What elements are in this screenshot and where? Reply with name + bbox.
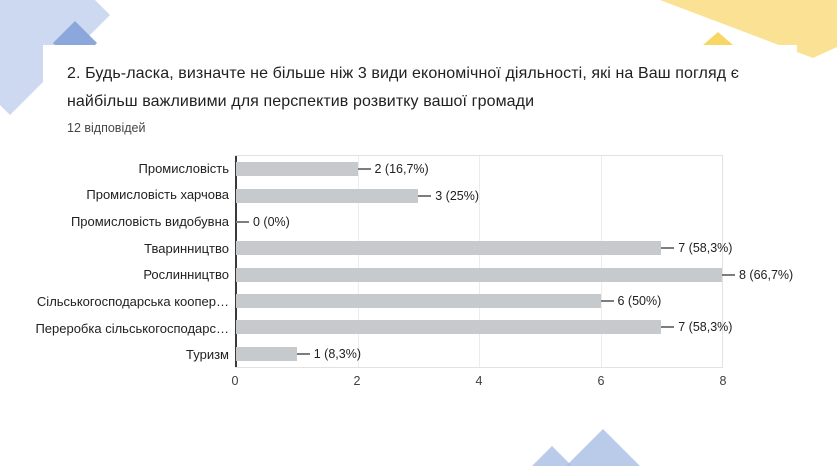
bar-value-label: 7 (58,3%) <box>678 241 733 256</box>
category-axis <box>35 155 229 368</box>
category-label: Промисловість <box>138 160 229 176</box>
bar <box>236 294 601 308</box>
question-title: 2. Будь-ласка, визначте не більше ніж 3 види економічної діяльності, які на Ваш погляд є найбільш важливими для перспектив розвитку вашої громади <box>67 65 740 110</box>
category-label: Сільськогосподарська коопер… <box>36 293 229 309</box>
responses-count: 12 відповідей <box>67 121 146 135</box>
bar-connector-line <box>358 168 371 170</box>
bar-row <box>236 209 722 235</box>
category-label: Переробка сільськогосподарс… <box>35 320 229 336</box>
bar-value-label: 0 (0%) <box>253 214 290 229</box>
x-tick-label: 6 <box>597 374 605 388</box>
question-card <box>35 45 797 420</box>
bar-connector-line <box>236 221 249 223</box>
bar-row <box>236 314 733 340</box>
bar-value-label: 3 (25%) <box>435 188 480 203</box>
category-label: Рослинництво <box>143 267 229 283</box>
bar <box>236 162 358 176</box>
bar-connector-line <box>722 274 735 276</box>
bar-value-label: 6 (50%) <box>617 294 662 309</box>
deco-triangle-blue-large-bottom <box>566 429 640 466</box>
bar-connector-line <box>661 326 674 328</box>
x-tick-label: 8 <box>719 374 727 388</box>
bar <box>236 268 722 282</box>
deco-triangle-blue-small-bottom <box>532 446 572 466</box>
deco-triangle-yellow-dark <box>703 32 733 45</box>
responses-bar-chart <box>35 155 797 405</box>
bar-connector-line <box>297 353 310 355</box>
category-label: Промисловість харчова <box>86 187 229 203</box>
bar <box>236 241 661 255</box>
bar-row <box>236 288 722 314</box>
bar <box>236 320 661 334</box>
category-label: Туризм <box>186 347 229 363</box>
bar <box>236 189 418 203</box>
bar-value-label: 7 (58,3%) <box>678 320 733 335</box>
bar-connector-line <box>601 300 614 302</box>
bar-rows <box>236 156 794 367</box>
x-axis <box>231 374 727 390</box>
bar-row <box>236 262 794 288</box>
bar-row <box>236 235 733 261</box>
bar-connector-line <box>661 247 674 249</box>
x-tick-label: 2 <box>353 374 361 388</box>
x-tick-label: 4 <box>475 374 483 388</box>
bar <box>236 347 297 361</box>
bar-row <box>236 182 722 208</box>
bar-row <box>236 156 722 182</box>
bar-row <box>236 341 722 367</box>
plot-area <box>235 155 794 368</box>
bar-value-label: 2 (16,7%) <box>374 162 429 177</box>
category-label: Промисловість видобувна <box>70 214 229 230</box>
bar-value-label: 1 (8,3%) <box>313 346 361 361</box>
bar-value-label: 8 (66,7%) <box>739 267 794 282</box>
x-tick-label: 0 <box>231 374 239 388</box>
bar-connector-line <box>418 195 431 197</box>
category-label: Тваринництво <box>144 240 229 256</box>
